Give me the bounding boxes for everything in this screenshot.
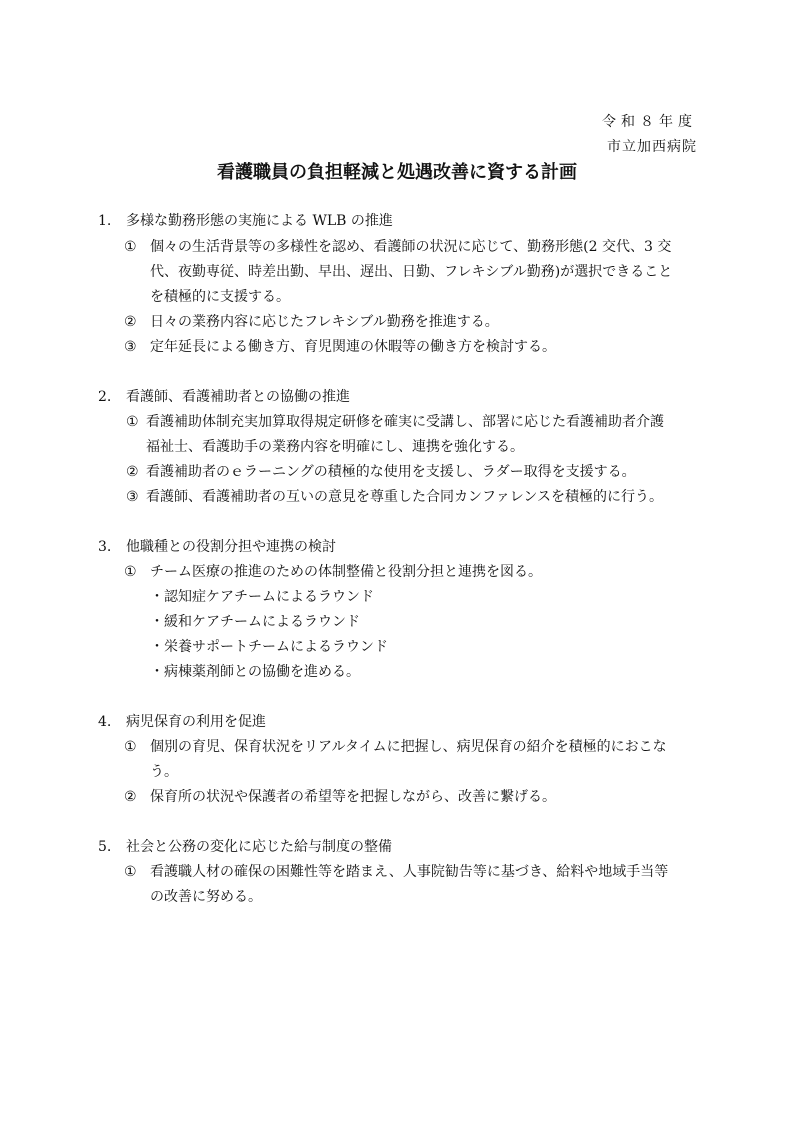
section-title: 他職種との役割分担や連携の検討: [126, 539, 336, 555]
section-number: 3.: [98, 539, 112, 555]
item-marker: ①: [124, 864, 137, 880]
item-text: を積極的に支援する。: [150, 289, 290, 305]
item-text: 個々の生活背景等の多様性を認め、看護師の状況に応じて、勤務形態(2 交代、3 交: [150, 239, 672, 255]
item-marker: ③: [126, 489, 139, 505]
item-text: 福祉士、看護助手の業務内容を明確にし、連携を強化する。: [146, 439, 524, 455]
item-text: 個別の育児、保育状況をリアルタイムに把握し、病児保育の紹介を積極的におこな: [150, 739, 667, 755]
item-text: 代、夜勤専従、時差出勤、早出、遅出、日勤、フレキシブル勤務)が選択できること: [150, 264, 673, 280]
section-title: 看護師、看護補助者との協働の推進: [126, 389, 350, 405]
item-text: の改善に努める。: [150, 889, 262, 905]
item-text: う。: [150, 764, 178, 780]
item-text: 定年延長による働き方、育児関連の休暇等の働き方を検討する。: [150, 339, 556, 355]
section-number: 1.: [98, 213, 112, 229]
item-text: 看護補助者のｅラーニングの積極的な使用を支援し、ラダー取得を支援する。: [146, 464, 636, 480]
document-title: 看護職員の負担軽減と処遇改善に資する計画: [217, 162, 577, 183]
item-text: 保育所の状況や保護者の希望等を把握しながら、改善に繋げる。: [150, 789, 556, 805]
section-title: 病児保育の利用を促進: [126, 714, 266, 730]
list-item: ・栄養サポートチームによるラウンド: [150, 639, 388, 655]
section-title: 社会と公務の変化に応じた給与制度の整備: [126, 839, 392, 855]
section-number: 5.: [98, 839, 112, 855]
item-text: 看護職人材の確保の困難性等を踏まえ、人事院勧告等に基づき、給料や地域手当等: [150, 864, 669, 880]
section-number: 4.: [98, 714, 112, 730]
item-marker: ①: [124, 239, 137, 255]
item-text: チーム医療の推進のための体制整備と役割分担と連携を図る。: [150, 564, 542, 580]
list-item: ・病棟薬剤師との協働を進める。: [150, 664, 360, 680]
item-text: 看護補助体制充実加算取得規定研修を確実に受講し、部署に応じた看護補助者介護: [146, 414, 664, 430]
item-marker: ②: [124, 789, 137, 805]
item-text: 日々の業務内容に応じたフレキシブル勤務を推進する。: [150, 314, 499, 330]
item-marker: ①: [126, 414, 139, 430]
fiscal-year: 令和８年度: [602, 114, 697, 130]
list-item: ・緩和ケアチームによるラウンド: [150, 614, 360, 630]
item-marker: ①: [124, 739, 137, 755]
item-marker: ③: [124, 339, 137, 355]
item-marker: ①: [124, 564, 137, 580]
item-marker: ②: [126, 464, 139, 480]
section-title: 多様な勤務形態の実施による WLB の推進: [126, 213, 393, 229]
section-number: 2.: [98, 389, 112, 405]
item-text: 看護師、看護補助者の互いの意見を尊重した合同カンファレンスを積極的に行う。: [146, 489, 663, 505]
list-item: ・認知症ケアチームによるラウンド: [150, 589, 374, 605]
item-marker: ②: [124, 314, 137, 330]
organization-name: 市立加西病院: [607, 139, 697, 155]
